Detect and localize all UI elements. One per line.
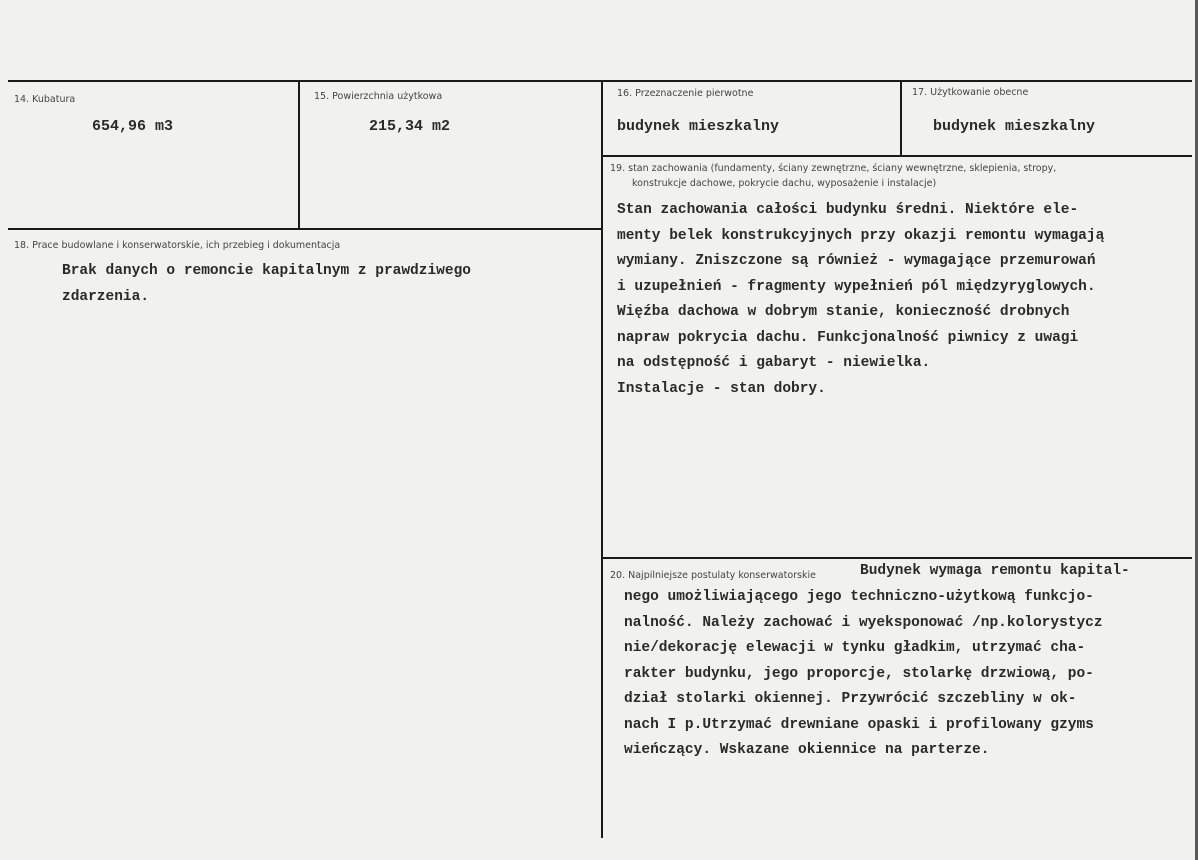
stan-line: Instalacje - stan dobry. — [617, 380, 826, 397]
postulaty-line: dział stolarki okiennej. Przywrócić szczebliny w ok- — [624, 691, 1077, 707]
rule-above-19 — [603, 155, 1192, 157]
powierzchnia-value: 215,34 m2 — [369, 118, 451, 135]
postulaty-line: wieńczący. Wskazane okiennice na parterze. — [624, 742, 990, 758]
stan-line: Więźba dachowa w dobrym stanie, konieczność drobnych — [617, 304, 1070, 320]
postulaty-text-first: Budynek wymaga remontu kapital- — [860, 563, 1130, 579]
prace-line: zdarzenia. — [62, 288, 150, 305]
stan-line: Stan zachowania całości budynku średni. Niektóre ele- — [617, 202, 1079, 218]
prace-line: Brak danych o remoncie kapitalnym z prawdziwego — [62, 263, 471, 279]
divider-15-16 — [601, 82, 603, 838]
stan-line: napraw pokrycia dachu. Funkcjonalność piwnicy z uwagi — [617, 329, 1079, 346]
prace-budowlane-label: 18. Prace budowlane i konserwatorskie, ich przebieg i dokumentacja — [14, 240, 341, 251]
divider-14-15 — [298, 82, 300, 230]
przeznaczenie-label: 16. Przeznaczenie pierwotne — [617, 88, 754, 99]
postulaty-line: nalność. Należy zachować i wyeksponować /np.kolorystycz — [624, 614, 1103, 631]
kubatura-label: 14. Kubatura — [14, 94, 76, 105]
stan-line: i uzupełnień - fragmenty wypełnień pól międzyryglowych. — [617, 278, 1096, 295]
stan-line: wymiany. Zniszczone są również - wymagające przemurowań — [617, 253, 1096, 269]
divider-16-17 — [900, 82, 902, 156]
postulaty-line: rakter budynku, jego proporcje, stolarkę drzwiową, po- — [624, 665, 1094, 682]
prace-budowlane-text — [62, 259, 471, 310]
stan-zachowania-text — [617, 198, 1104, 402]
przeznaczenie-value: budynek mieszkalny — [617, 118, 780, 135]
postulaty-label: 20. Najpilniejsze postulaty konserwatorskie — [610, 570, 816, 581]
uzytkowanie-label: 17. Użytkowanie obecne — [912, 87, 1029, 98]
uzytkowanie-value: budynek mieszkalny — [933, 118, 1096, 135]
top-rule — [8, 80, 1192, 82]
stan-zachowania-label-cont: konstrukcje dachowe, pokrycie dachu, wyposażenie i instalacje) — [632, 178, 937, 189]
postulaty-line: nie/dekorację elewacji w tynku gładkim, utrzymać cha- — [624, 640, 1086, 656]
rule-above-18 — [8, 228, 601, 230]
stan-line: menty belek konstrukcyjnych przy okazji remontu wymagają — [617, 227, 1105, 244]
kubatura-value: 654,96 m3 — [92, 118, 174, 135]
postulaty-text — [624, 585, 1103, 764]
postulaty-line: nego umożliwiającego jego techniczno-użytkową funkcjo- — [624, 589, 1094, 605]
powierzchnia-label: 15. Powierzchnia użytkowa — [314, 91, 443, 102]
stan-line: na odstępność i gabaryt - niewielka. — [617, 355, 931, 371]
stan-zachowania-label: 19. stan zachowania (fundamenty, ściany zewnętrzne, ściany wewnętrzne, sklepienia, stropy, — [610, 163, 1057, 174]
postulaty-line: nach I p.Utrzymać drewniane opaski i profilowany gzyms — [624, 716, 1094, 733]
